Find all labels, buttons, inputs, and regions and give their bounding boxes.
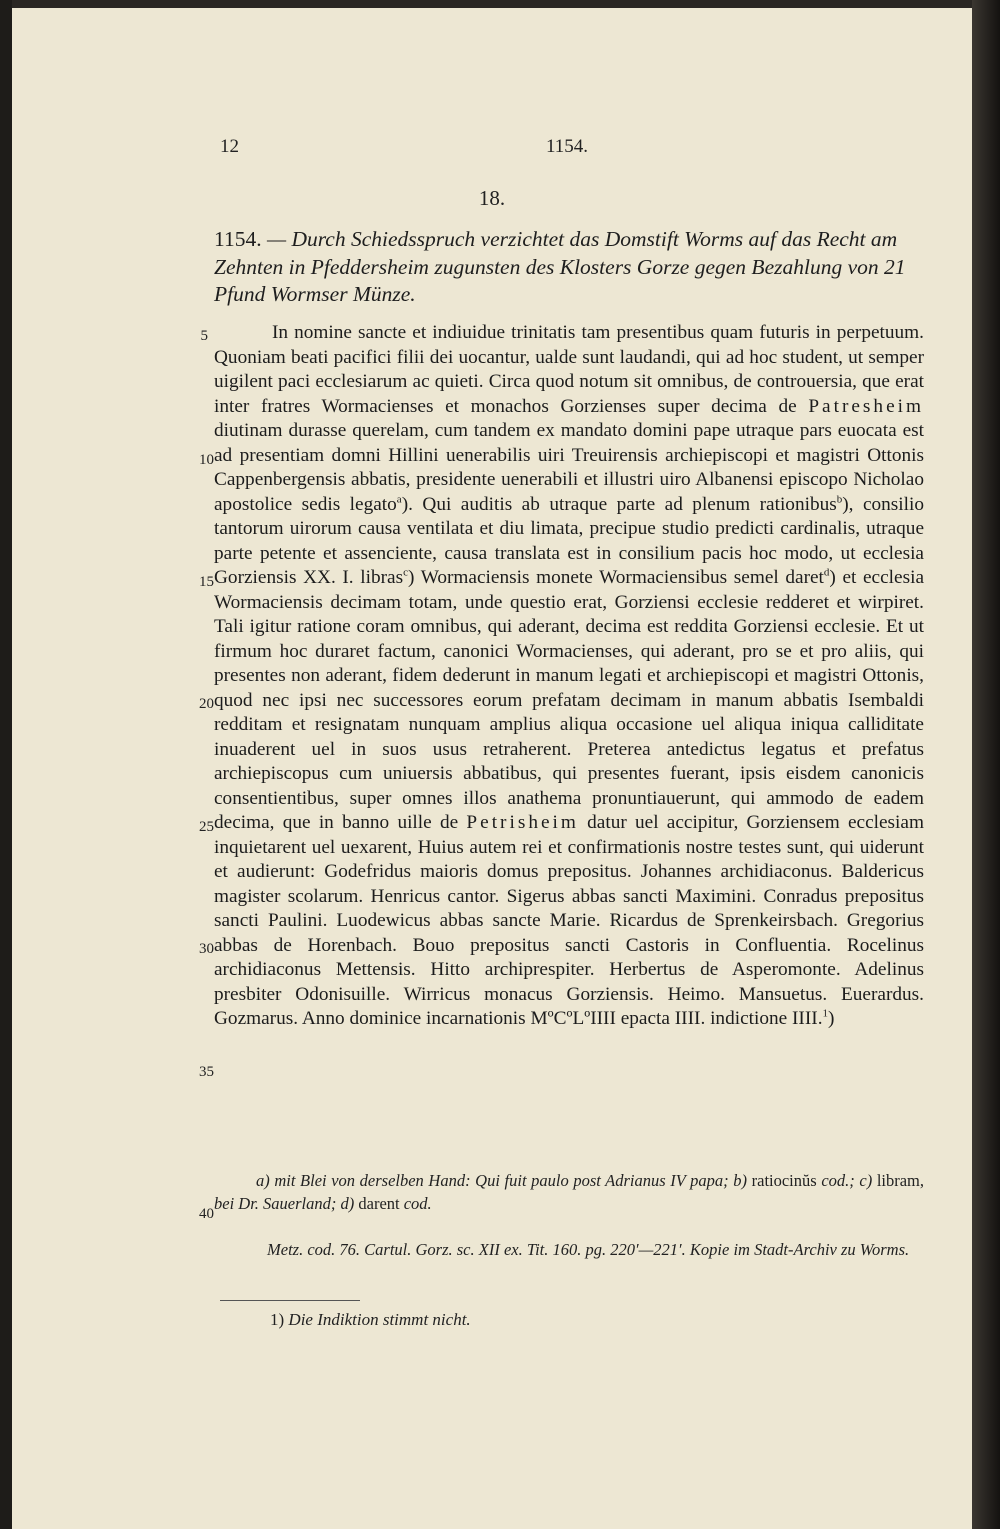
line-number: 15 xyxy=(199,574,214,590)
source-citation: Metz. cod. 76. Cartul. Gorz. sc. XII ex. Tit. 160. pg. 220′—221′. Kopie im Stadt-Archiv zu Worms. xyxy=(267,1240,910,1259)
note-ref-c: c xyxy=(403,566,408,579)
footnote-ref: 1 xyxy=(822,1007,829,1020)
note-text: bei Dr. Sauerland; xyxy=(214,1194,337,1213)
scan-edge-right xyxy=(972,0,1000,1529)
note-label: b) xyxy=(733,1171,748,1190)
book-page xyxy=(12,8,972,1529)
note-ref-a: a xyxy=(396,493,402,506)
note-ref-b: b xyxy=(836,493,843,506)
line-number: 5 xyxy=(200,328,208,344)
note-label: c) xyxy=(859,1171,873,1190)
line-number: 35 xyxy=(199,1064,214,1080)
note-ref-d: d xyxy=(823,566,830,579)
running-year: 1154. xyxy=(546,136,589,157)
regest-title: — Durch Schiedsspruch verzichtet das Domstift Worms auf das Recht am Zehnten in Pfeddersheim zugunsten des Klosters Gorze gegen Bezahlung von 21 Pfund Wormser Münze. xyxy=(214,227,906,306)
note-label: a) xyxy=(256,1171,270,1190)
text-run: ) xyxy=(828,1008,835,1029)
footnote-marker: 1) xyxy=(270,1310,285,1329)
text-run: ) et ecclesia Wormaciensis decimam totam, unde questio erat, Gorziensi ecclesie redderet et wirpiret. Tali igitur ratione coram omnibus, qui aderant, decima est reddita Gorziensi ecclesie. Et ut firmum hoc duraret factum, canonici Wormacienses, qui aderant, pro se et pro aliis, qui presentes non aderant, fidem dederunt in manum legati et archiepiscopi et magistri Ottonis, quod nec ipsi nec successores eorum prefatam decimam in manum abbatis Isembaldi redditam et resignatam nunquam amplius aliqua occasione uel aliqua iniqua calliditate inuaderent uel in suos usus retraherent. Preterea antedictus legatus et prefatus archiepiscopus cum uniuersis abbatibus, qui presentes fuerant, ipsis eisdem canonicis consentientibus, super omnes illos anathema pronuntiauerunt, qui ammodo de eadem decima, que in banno uille de xyxy=(214,567,925,833)
date-formula: MºCºLºIIII epacta IIII. indictione IIII. xyxy=(530,1008,823,1029)
document-number: 18. xyxy=(478,186,506,210)
note-label: d) xyxy=(340,1194,355,1213)
text-run: ). Qui auditis ab utraque parte ad plenum rationibus xyxy=(401,493,837,515)
place-name: Patresheim xyxy=(808,395,924,417)
page-number: 12 xyxy=(220,136,239,157)
charter-text xyxy=(214,321,924,1032)
place-name: Petrisheim xyxy=(466,812,579,833)
line-number: 10 xyxy=(199,452,214,468)
running-header xyxy=(12,136,972,162)
note-text: cod.; xyxy=(821,1171,855,1190)
note-text: darent xyxy=(358,1194,400,1213)
text-run: ) Wormaciensis monete Wormaciensibus semel daret xyxy=(408,567,824,588)
text-run: diutinam durasse querelam, cum tandem ex mandato domini pape utraque pars euocata est ad presentiam domni Hillini uenerabilis uiri Treuirensis archiepiscopi et magistri Ottonis Cappenbergensis abbatis, presidente uenerabili et illustri uiro Albanensi episcopo Nicholao apostolice sedis legato xyxy=(214,420,924,515)
regest-heading xyxy=(214,226,924,309)
note-text: libram, xyxy=(876,1171,925,1190)
footnote xyxy=(270,1310,920,1330)
apparatus-notes xyxy=(214,1169,924,1215)
scan-edge-left xyxy=(0,0,12,1529)
charter-paragraph xyxy=(214,321,924,1032)
line-number: 40 xyxy=(199,1206,214,1222)
note-text: mit Blei von derselben Hand: Qui fuit paulo post Adrianus IV papa; xyxy=(274,1171,729,1190)
note-text: cod. xyxy=(403,1194,432,1213)
line-number: 25 xyxy=(199,819,214,835)
footnote-divider xyxy=(220,1300,360,1301)
note-text: ratiocinŭs xyxy=(751,1171,817,1190)
line-number: 30 xyxy=(199,941,214,957)
text-run: In nomine sancte et indiuidue trinitatis tam presentibus quam futuris in perpetuum. Quoniam beati pacifici filii dei uocantur, ualde sunt laudandi, qui ad hoc student, ut semper uigilent paci ecclesiarum ac quieti. Circa quod notum sit omnibus, de controuersia, que erat inter fratres Wormacienses et monachos Gorzienses super decima de xyxy=(214,322,924,417)
text-run: datur uel accipitur, Gorziensem ecclesiam inquietarent uel uexarent, Huius autem rei et confirmationis nostre testes sunt, qui uiderunt et audierunt: Godefridus maioris domus prepositus. Johannes archidiaconus. Baldericus magister scolarum. Henricus cantor. Sigerus abbas sancti Maximini. Conradus prepositus sancti Paulini. Luodewicus abbas sancte Marie. Ricardus de Sprenkeirsbach. Gregorius abbas de Horenbach. Bouo prepositus sancti Castoris in Confluentia. Rocelinus archidiaconus Mettensis. Hitto archiprespiter. Herbertus de Asperomonte. Adelinus presbiter Odonisuille. Wirricus monacus Gorziensis. Heimo. Mansuetus. Euerardus. Gozmarus. Anno dominice incarnationis xyxy=(214,812,924,1029)
footnote-text: Die Indiktion stimmt nicht. xyxy=(288,1310,471,1329)
line-number: 20 xyxy=(199,696,214,712)
text-run: ), consilio tantorum uirorum causa ventilata et diu limata, precipue studio predicti cardinalis, utraque parte petente et assenciente, causa translata est in consilium pacis hoc modo, ut ecclesia Gorziensis XX. I. libras xyxy=(214,493,925,588)
critical-apparatus xyxy=(214,1169,924,1215)
regest-year: 1154. xyxy=(214,227,262,251)
